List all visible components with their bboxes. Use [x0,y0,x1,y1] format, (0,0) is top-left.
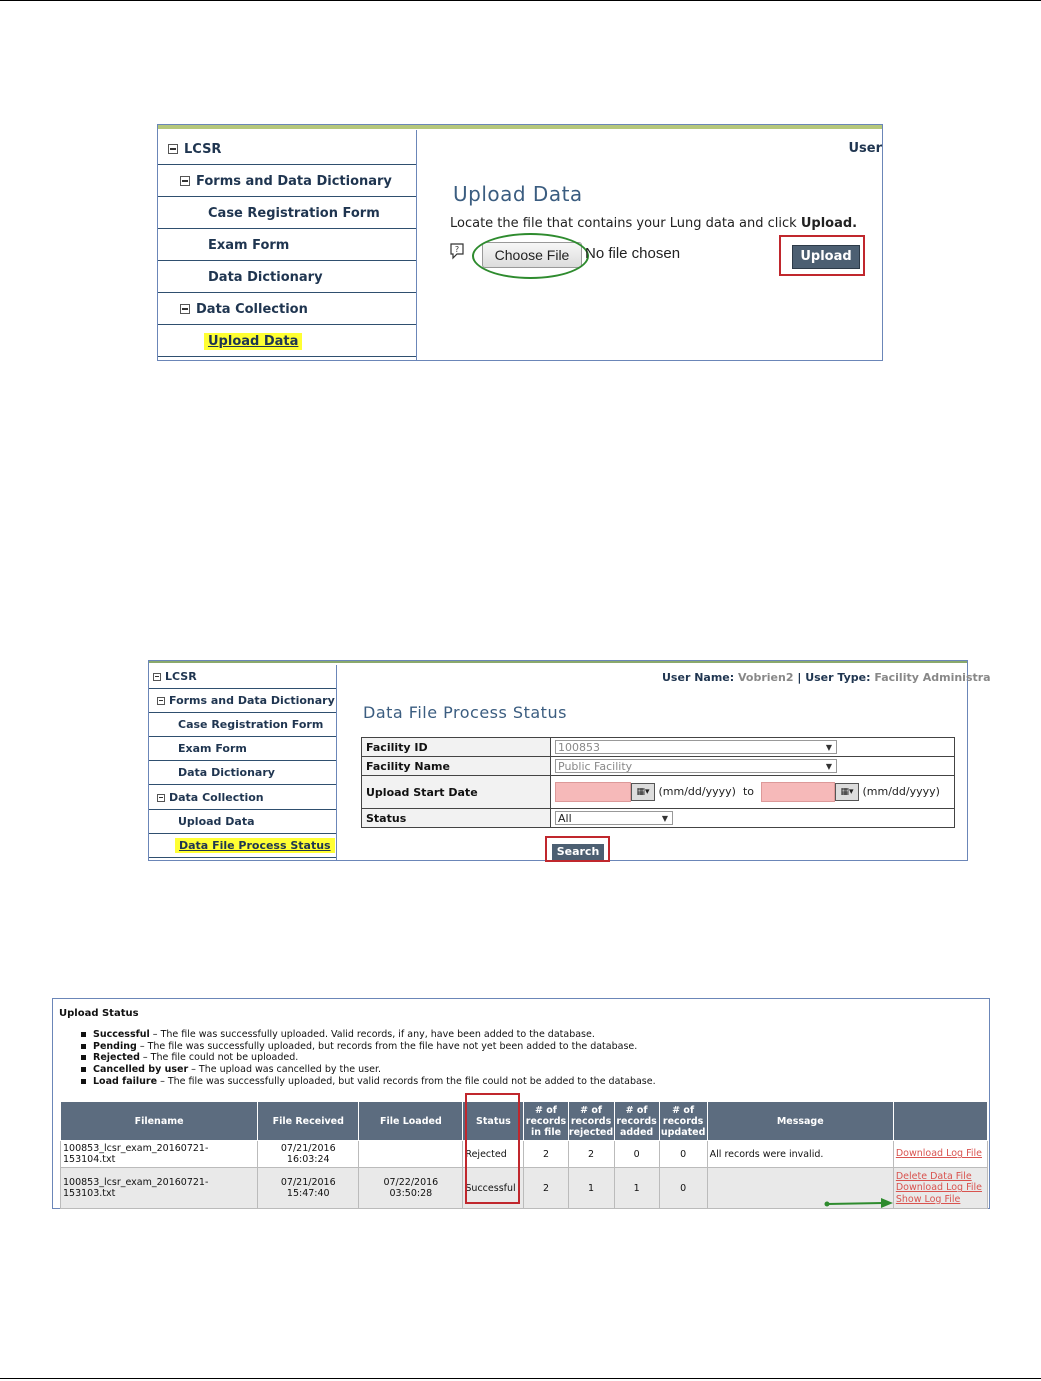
sidebar-item-label: LCSR [165,670,197,683]
records-in-file-cell: 2 [524,1141,568,1168]
status-label: Status [362,809,551,828]
calendar-icon[interactable]: ▦▾ [631,783,655,801]
sidebar-item-upload-data[interactable] [158,326,416,357]
sidebar [149,665,337,860]
records-added-cell: 1 [614,1168,659,1209]
sidebar-item-lcsr[interactable] [149,665,336,689]
date-format-hint: (mm/dd/yyyy) [658,785,736,798]
records-added-cell: 0 [614,1141,659,1168]
legend-desc: – The file was successfully uploaded, but valid records from the file could not be added to the database. [157,1075,656,1087]
legend-desc: – The file was successfully uploaded, but records from the file have not yet been added to the database. [136,1040,638,1052]
records-rejected-cell: 2 [568,1141,614,1168]
help-bubble-icon[interactable] [450,243,464,257]
sidebar-item-label: Data Dictionary [178,766,275,779]
column-header[interactable]: Message [707,1102,893,1141]
sidebar-item-label: Exam Form [208,237,290,253]
user-info [662,671,991,684]
file-loaded-cell [359,1141,463,1168]
search-button[interactable]: Search [552,844,604,860]
section-title: Upload Status [59,1008,139,1019]
dropdown-arrow-icon: ▼ [825,743,832,752]
sidebar-item-label: Upload Data [204,333,302,350]
records-in-file-cell: 2 [524,1168,568,1209]
end-date-input[interactable] [761,782,835,802]
facility-name-select[interactable] [555,759,837,773]
callout-ellipse [472,233,589,279]
calendar-icon[interactable]: ▦▾ [835,783,859,801]
dropdown-arrow-icon: ▼ [825,762,832,771]
sidebar-item-label: Forms and Data Dictionary [196,173,392,189]
page-title: Upload Data [453,182,583,206]
legend-desc: – The file could not be uploaded. [139,1052,299,1064]
sidebar-item-data-collection[interactable] [149,786,336,810]
download-log-file-link[interactable]: Download Log File [895,1182,982,1194]
sidebar-item-case-registration-form[interactable] [149,713,336,737]
facility-id-value: 100853 [558,741,600,754]
download-log-file-link[interactable]: Download Log File [895,1148,982,1160]
sidebar-item-exam-form[interactable] [149,737,336,761]
file-loaded-cell [359,1168,463,1209]
facility-name-label: Facility Name [362,757,551,776]
column-header[interactable]: File Received [258,1102,359,1141]
svg-text:?: ? [454,245,460,254]
upload-status-screenshot [52,998,990,1209]
facility-id-label: Facility ID [362,738,551,757]
file-received-cell [258,1168,359,1209]
user-label: User [848,141,882,156]
instruction-bold: Upload. [800,216,858,231]
collapse-toggle-icon[interactable] [180,176,190,186]
date-text: 07/21/2016 [280,1177,336,1188]
column-header[interactable]: # of records added [614,1102,659,1141]
user-type-label: User Type: [805,671,871,684]
collapse-toggle-icon[interactable] [157,794,165,802]
column-header[interactable]: # of records updated [659,1102,707,1141]
upload-button[interactable]: Upload [792,245,860,269]
actions-cell [893,1168,987,1209]
user-type-value: Facility Administra [874,671,991,684]
show-log-file-link[interactable]: Show Log File [895,1193,961,1205]
sidebar [158,130,417,360]
facility-id-select[interactable] [555,740,837,754]
upload-start-date-label: Upload Start Date [362,776,551,809]
upload-data-screenshot [157,124,883,361]
legend-item [81,1041,656,1053]
upload-status-table [60,1101,988,1209]
file-received-cell [258,1141,359,1168]
sidebar-item-upload-data[interactable] [149,810,336,834]
sidebar-item-label: Data File Process Status [175,838,335,853]
dropdown-arrow-icon: ▼ [661,814,668,823]
legend-term: Pending [93,1040,137,1052]
sidebar-item-label: Upload Data [178,815,255,828]
filename-cell: 100853_lcsr_exam_20160721-153104.txt [61,1141,258,1168]
to-label: to [742,785,754,798]
records-rejected-cell: 1 [568,1168,614,1209]
sidebar-item-data-dictionary[interactable] [149,761,336,785]
page-bottom-rule [0,1378,1041,1379]
user-name-label: User Name: [662,671,735,684]
column-header[interactable]: # of records rejected [568,1102,614,1141]
page-title: Data File Process Status [363,703,567,722]
legend-desc: – The upload was cancelled by the user. [188,1064,382,1076]
status-select[interactable] [555,811,673,825]
column-header [893,1102,987,1141]
legend-item [81,1064,656,1076]
callout-box [465,1093,520,1204]
collapse-toggle-icon[interactable] [153,673,161,681]
sidebar-item-label: Case Registration Form [178,718,324,731]
time-text: 15:47:40 [286,1188,330,1199]
facility-name-value: Public Facility [558,760,633,773]
sidebar-item-label: Forms and Data Dictionary [169,694,335,707]
legend-item [81,1052,656,1064]
collapse-toggle-icon[interactable] [180,304,190,314]
column-header[interactable]: Status [463,1102,524,1141]
legend-term: Load failure [93,1075,158,1087]
sidebar-item-exam-form[interactable] [158,230,416,261]
status-value: All [558,812,572,825]
sidebar-item-data-dictionary[interactable] [158,262,416,293]
records-updated-cell: 0 [659,1168,707,1209]
collapse-toggle-icon[interactable] [168,144,178,154]
sidebar-item-label: Case Registration Form [208,205,380,221]
start-date-input[interactable] [555,782,631,802]
no-file-chosen-text: No file chosen [585,245,681,262]
legend-item [81,1029,656,1041]
instruction-text [450,216,857,231]
table-row [61,1141,988,1168]
sidebar-item-label: Data Collection [196,301,308,317]
legend-term: Rejected [93,1052,140,1064]
sidebar-item-label: LCSR [184,141,222,157]
legend-item [81,1076,656,1088]
header-accent-bar [149,661,967,663]
filename-cell: 100853_lcsr_exam_20160721-153103.txt [61,1168,258,1209]
status-legend [81,1029,656,1087]
actions-cell [893,1141,987,1168]
sidebar-item-label: Exam Form [178,742,247,755]
header-accent-bar [158,125,882,129]
choose-file-button[interactable]: Choose File [482,242,582,268]
date-text: 07/22/2016 [383,1177,439,1188]
status-cell: Rejected [463,1141,524,1168]
sidebar-item-label: Data Collection [169,791,264,804]
records-updated-cell: 0 [659,1141,707,1168]
collapse-toggle-icon[interactable] [157,697,165,705]
sidebar-item-forms-and-data-dictionary[interactable] [158,166,416,197]
sidebar-item-forms-and-data-dictionary[interactable] [149,689,336,713]
column-header[interactable]: File Loaded [359,1102,463,1141]
user-name-value: Vobrien2 [738,671,794,684]
column-header[interactable]: Filename [61,1102,258,1141]
page-top-rule [0,0,1041,1]
time-text: 16:03:24 [286,1154,330,1165]
status-cell: Successful [463,1168,524,1209]
date-format-hint: (mm/dd/yyyy) [862,785,940,798]
sidebar-item-data-file-process-status[interactable] [149,834,336,858]
sidebar-item-label: Data Dictionary [208,269,323,285]
legend-term: Cancelled by user [93,1064,189,1076]
data-file-process-status-screenshot [148,660,991,861]
sidebar-item-data-collection[interactable] [158,294,416,325]
sidebar-item-case-registration-form[interactable] [158,198,416,229]
delete-data-file-link[interactable]: Delete Data File [895,1170,972,1182]
table-header-row [61,1102,988,1141]
legend-term: Successful [93,1029,150,1040]
legend-desc: – The file was successfully uploaded. Valid records, if any, have been added to the database. [149,1029,595,1040]
message-cell: All records were invalid. [707,1141,893,1168]
column-header[interactable]: # of records in file [524,1102,568,1141]
separator: | [797,671,802,684]
time-text: 03:50:28 [389,1188,433,1199]
sidebar-item-lcsr[interactable] [158,134,416,165]
callout-arrow-icon [823,1197,895,1211]
date-text: 07/21/2016 [280,1143,336,1154]
search-form [361,737,955,828]
instruction-prefix: Locate the file that contains your Lung data and click [450,216,797,231]
